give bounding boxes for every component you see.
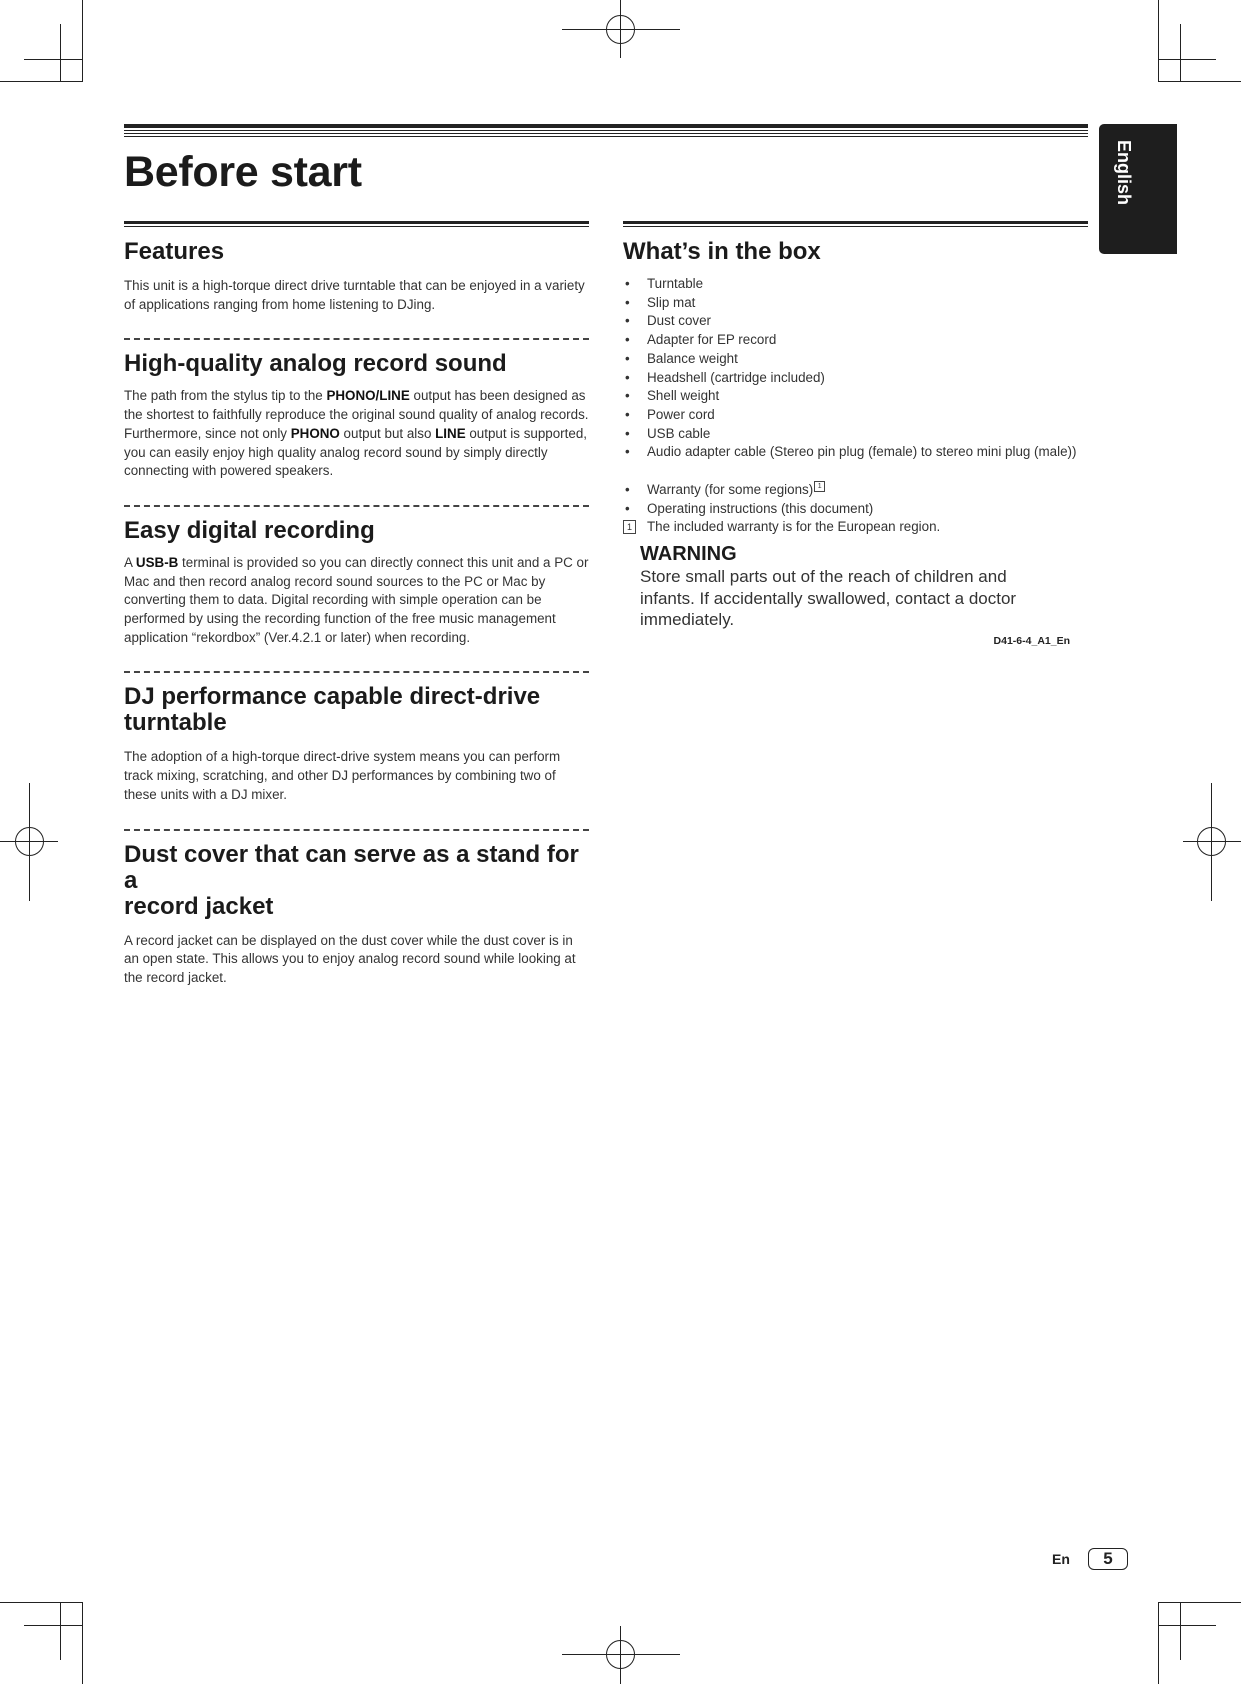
list-item: • Audio adapter cable (Stereo pin plug (female) to stereo mini plug (male)): [625, 444, 1077, 460]
footer-language: En: [1052, 1551, 1070, 1567]
warning-block: [640, 543, 1070, 647]
page-number: 5: [1088, 1548, 1128, 1570]
features-column: [124, 221, 589, 988]
list-item: • Warranty (for some regions) 1: [623, 481, 1077, 500]
title-rule: [124, 124, 1088, 137]
section-heading-analog: High-quality analog record sound: [124, 350, 507, 378]
page-title: Before start: [124, 148, 362, 196]
box-column: [623, 221, 1088, 647]
section-heading-dj: DJ performance capable direct-drive turntable: [124, 683, 541, 737]
list-item: • Balance weight: [625, 350, 738, 366]
section-divider: [124, 505, 589, 507]
section-text-dustcover: A record jacket can be displayed on the dust cover while the dust cover is in an open state. This allows you to enjoy analog record sound while looking at the record jacket.: [124, 932, 576, 985]
warning-text: Store small parts out of the reach of children and infants. If accidentally swallowed, contact a doctor immediately.: [640, 567, 1017, 629]
list-item: • Adapter for EP record: [625, 332, 777, 348]
section-text-analog: The path from the stylus tip to the PHONO/LINE output has been designed as the shortest to faithfully reproduce the original sound quality of analog records. Furthermore, since not only PHONO output but also LINE output is supported, you can easily enjoy high quality analog record sound by simply directly connecting with powered speakers.: [124, 388, 589, 479]
features-heading: Features: [124, 238, 225, 265]
box-heading: What’s in the box: [623, 238, 821, 265]
warning-title: WARNING: [640, 543, 737, 565]
section-divider: [124, 671, 589, 673]
footnote: 1 The included warranty is for the European region.: [623, 518, 1077, 537]
list-item: • Shell weight: [625, 388, 720, 404]
section-divider: [124, 338, 589, 340]
section-text-dj: The adoption of a high-torque direct-drive system means you can perform track mixing, scratching, and other DJ performances by combining two of these units with a DJ mixer.: [124, 749, 561, 802]
section-heading-digital: Easy digital recording: [124, 516, 375, 544]
list-item: • Dust cover: [625, 313, 711, 329]
section-rule: [124, 221, 589, 227]
list-item: • Turntable: [625, 276, 704, 291]
document-code: D41-6-4_A1_En: [993, 634, 1070, 647]
features-intro: This unit is a high-torque direct drive turntable that can be enjoyed in a variety of applications ranging from home listening to DJing.: [124, 278, 585, 312]
list-item: • Headshell (cartridge included): [625, 369, 825, 385]
language-tab-label: English: [1114, 140, 1134, 206]
footnote-mark: 1: [623, 520, 636, 534]
list-item: • Operating instructions (this document): [625, 500, 874, 516]
section-text-digital: A USB-B terminal is provided so you can directly connect this unit and a PC or Mac and then record analog record sound sources to the PC or Mac by converting them to data. Digital recording with simple operation can be performed by using the recording function of the free music management application “rekordbox” (Ver.4.2.1 or later) when recording.: [124, 554, 589, 645]
section-heading-dustcover: Dust cover that can serve as a stand for a record jacket: [124, 840, 579, 920]
list-item: • Slip mat: [625, 294, 696, 310]
section-divider: [124, 829, 589, 831]
footnote-ref: 1: [814, 481, 825, 492]
section-rule: [623, 221, 1088, 227]
list-item: • Power cord: [625, 406, 715, 422]
language-tab: [1099, 124, 1177, 254]
list-item: • USB cable: [625, 425, 711, 441]
